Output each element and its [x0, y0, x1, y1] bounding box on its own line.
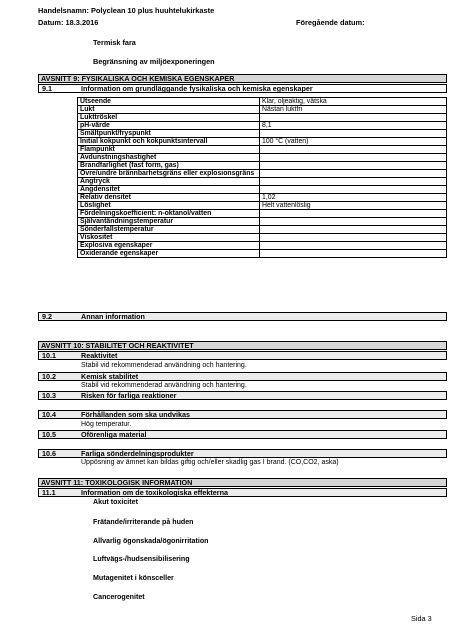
property-value: Klar, oljeaktig, vätska — [260, 98, 447, 106]
property-name: Avdunstningshastighet — [78, 154, 260, 162]
property-value — [260, 242, 447, 250]
subsection-9-2 — [38, 312, 447, 321]
property-name: Löslighet — [78, 202, 260, 210]
subsection-description: Stabil vid rekommenderad användning och hantering. — [81, 362, 247, 369]
property-value: 8,1 — [260, 122, 447, 130]
property-row — [78, 154, 447, 162]
property-name: Brandfarlighet (fast form, gas) — [78, 162, 260, 170]
property-row — [78, 162, 447, 170]
subsection-10-4 — [38, 410, 447, 419]
property-name: Fördelningskoefficient: n-oktanol/vatten — [78, 210, 260, 218]
subsection-description: Uppösning av ämnet kan bildas giftig och/eller skadlig gas I brand. (CO,CO2, aska) — [81, 459, 339, 466]
subsection-number: 10.5 — [42, 430, 56, 439]
property-value — [260, 234, 447, 242]
property-value — [260, 170, 447, 178]
property-row — [78, 210, 447, 218]
document-date: Datum: 18.3.2016 — [38, 18, 99, 27]
property-row — [78, 130, 447, 138]
subsection-description: Hög temperatur. — [81, 421, 132, 428]
property-value — [260, 146, 447, 154]
subsection-title: Oförenliga material — [81, 430, 147, 439]
properties-table — [77, 97, 447, 258]
property-row — [78, 194, 447, 202]
section-11-header: AVSNITT 11: TOXIKOLOGISK INFORMATION — [38, 478, 447, 487]
section-10-header: AVSNITT 10: STABILITET OCH REAKTIVITET — [38, 341, 447, 350]
subsection-title: Farliga sönderdelningsprodukter — [81, 449, 194, 458]
tox-item-sensitisation: Luftvägs-/hudsensibilisering — [93, 555, 190, 563]
previous-date: Föregående datum: — [296, 18, 365, 27]
section-9-header: AVSNITT 9: FYSIKALISKA OCH KEMISKA EGENSKAPER — [38, 74, 447, 83]
property-value — [260, 154, 447, 162]
property-name: Explosiva egenskaper — [78, 242, 260, 250]
property-name: Viskositet — [78, 234, 260, 242]
property-row — [78, 146, 447, 154]
subsection-10-2 — [38, 372, 447, 381]
property-value — [260, 130, 447, 138]
tox-item-carcinogenicity: Cancerogenitet — [93, 593, 145, 601]
property-name: Smältpunkt/fryspunkt — [78, 130, 260, 138]
property-name: Sönderfallstemperatur — [78, 226, 260, 234]
property-value: Nästan luktfri — [260, 106, 447, 114]
property-value — [260, 162, 447, 170]
property-row — [78, 106, 447, 114]
property-row — [78, 226, 447, 234]
property-value — [260, 218, 447, 226]
property-value: Helt vattenlöslig — [260, 202, 447, 210]
subsection-number: 10.1 — [42, 351, 56, 360]
property-value — [260, 250, 447, 258]
property-name: Ångdensitet — [78, 186, 260, 194]
property-name: Flampunkt — [78, 146, 260, 154]
property-name: Relativ densitet — [78, 194, 260, 202]
subsection-number: 9.2 — [42, 312, 52, 321]
property-row — [78, 138, 447, 146]
property-value: 1,02 — [260, 194, 447, 202]
subsection-title: Reaktivitet — [81, 351, 118, 360]
environmental-exposure-label: Begränsning av miljöexponeringen — [93, 57, 215, 66]
page-number: Sida 3 — [411, 614, 432, 623]
property-row — [78, 98, 447, 106]
property-value: 100 °C (vatten) — [260, 138, 447, 146]
property-row — [78, 170, 447, 178]
tox-item-eye-damage: Allvarlig ögonskada/ögonirritation — [93, 537, 209, 545]
subsection-title: Information om de toxikologiska effekterna — [81, 488, 228, 497]
property-row — [78, 122, 447, 130]
property-row — [78, 178, 447, 186]
thermal-hazard-label: Termisk fara — [93, 38, 136, 47]
product-name: Handelsnamn: Polyclean 10 plus huuhtelukirkaste — [38, 6, 215, 15]
subsection-number: 11.1 — [42, 488, 56, 497]
subsection-10-6 — [38, 449, 447, 458]
property-value — [260, 226, 447, 234]
property-name: Utseende — [78, 98, 260, 106]
property-name: Oxiderande egenskaper — [78, 250, 260, 258]
property-row — [78, 234, 447, 242]
tox-item-mutagenicity: Mutagenitet i könsceller — [93, 574, 174, 582]
property-name: pH-värde — [78, 122, 260, 130]
property-name: Lukt — [78, 106, 260, 114]
subsection-title: Kemisk stabilitet — [81, 372, 139, 381]
tox-item-skin-corrosion: Frätande/irriterande på huden — [93, 518, 194, 526]
subsection-number: 10.2 — [42, 372, 56, 381]
subsection-10-5 — [38, 430, 447, 439]
subsection-title: Annan information — [81, 312, 145, 321]
subsection-title: Risken för farliga reaktioner — [81, 391, 177, 400]
property-value — [260, 210, 447, 218]
property-name: Ångtryck — [78, 178, 260, 186]
subsection-description: Stabil vid rekommenderad användning och hantering. — [81, 382, 247, 389]
subsection-11-1 — [38, 488, 447, 497]
property-row — [78, 242, 447, 250]
property-row — [78, 186, 447, 194]
subsection-title: Information om grundläggande fysikaliska och kemiska egenskaper — [81, 84, 313, 93]
property-row — [78, 202, 447, 210]
property-row — [78, 114, 447, 122]
property-name: Initial kokpunkt och kokpunktsintervall — [78, 138, 260, 146]
subsection-number: 10.4 — [42, 410, 56, 419]
property-name: Lukttröskel — [78, 114, 260, 122]
subsection-10-1 — [38, 351, 447, 360]
subsection-number: 10.6 — [42, 449, 56, 458]
property-row — [78, 218, 447, 226]
property-value — [260, 178, 447, 186]
subsection-number: 9.1 — [42, 84, 52, 93]
tox-item-acute-toxicity: Akut toxicitet — [93, 498, 138, 506]
subsection-10-3 — [38, 391, 447, 400]
subsection-9-1 — [38, 84, 447, 93]
property-value — [260, 186, 447, 194]
subsection-number: 10.3 — [42, 391, 56, 400]
subsection-title: Förhållanden som ska undvikas — [81, 410, 191, 419]
property-row — [78, 250, 447, 258]
property-name: Självantändningstemperatur — [78, 218, 260, 226]
property-name: Övre/undre brännbarhetsgräns eller explosionsgräns — [78, 170, 260, 178]
property-value — [260, 114, 447, 122]
